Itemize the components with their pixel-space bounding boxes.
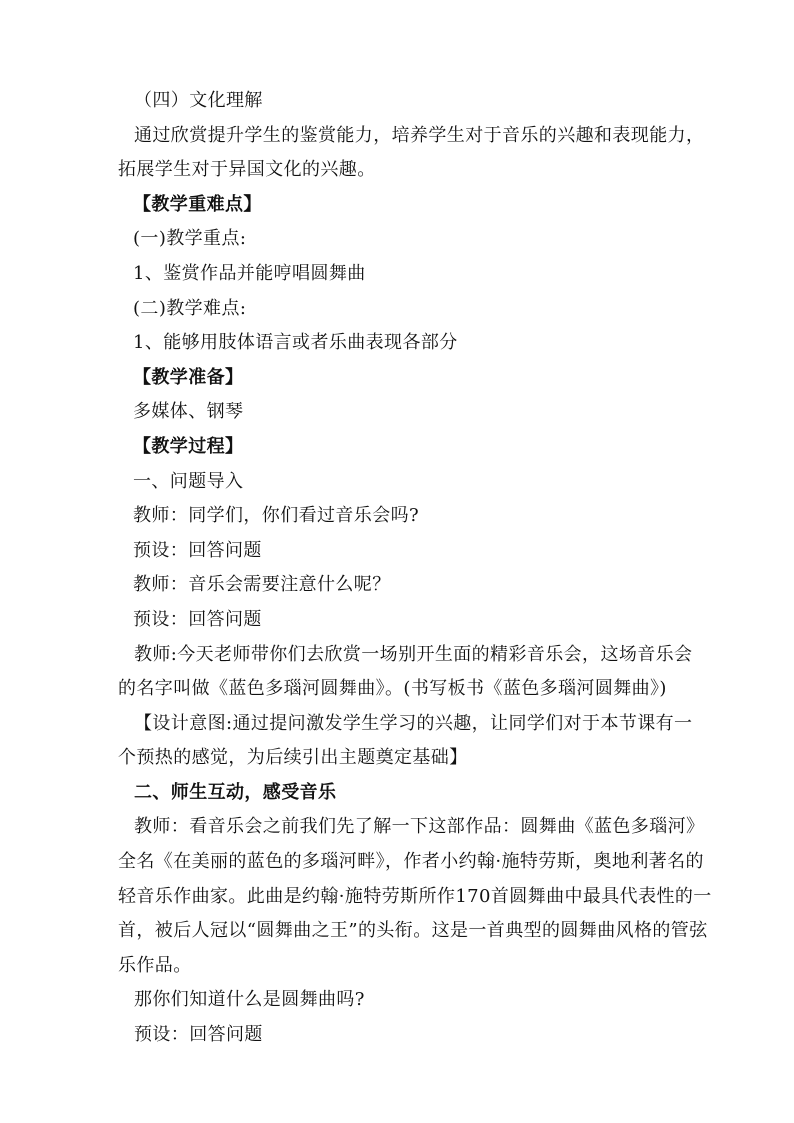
subheading-interaction: 二、师生互动，感受音乐: [134, 781, 337, 803]
paragraph-line: 轻音乐作曲家。此曲是约翰·施特劳斯所作170首圆舞曲中最具代表性的一: [118, 885, 712, 907]
paragraph-line: 乐作品。: [118, 954, 192, 976]
design-intent-line: 【设计意图:通过提问激发学生学习的兴趣，让同学们对于本节课有一: [134, 712, 693, 734]
paragraph-line: 通过欣赏提升学生的鉴赏能力，培养学生对于音乐的兴趣和表现能力，: [134, 124, 705, 146]
paragraph-line: 多媒体、钢琴: [133, 401, 244, 423]
list-item: 1、鉴赏作品并能哼唱圆舞曲: [133, 262, 366, 284]
dialogue-line: 那你们知道什么是圆舞曲吗?: [134, 989, 365, 1011]
paragraph-line: 首，被后人冠以“圆舞曲之王”的头衔。这是一首典型的圆舞曲风格的管弦: [118, 920, 708, 942]
subheading-intro: 一、问题导入: [133, 470, 244, 492]
paragraph-line: 全名《在美丽的蓝色的多瑙河畔》，作者小约翰·施特劳斯，奥地利著名的: [118, 851, 704, 873]
dialogue-line: 预设：回答问题: [133, 608, 262, 630]
subheading-focus: (一)教学重点:: [133, 228, 247, 250]
dialogue-line: 教师：同学们，你们看过音乐会吗?: [133, 505, 420, 527]
section-heading-preparation: 【教学准备】: [133, 366, 244, 388]
document-body: [118, 84, 722, 1053]
subheading-difficulty: (二)教学难点:: [133, 297, 247, 319]
design-intent-line: 个预热的感觉，为后续引出主题奠定基础】: [118, 747, 468, 769]
section-heading-process: 【教学过程】: [133, 435, 244, 457]
section-heading-culture: （四）文化理解: [134, 90, 263, 111]
paragraph-line: 拓展学生对于异国文化的兴趣。: [118, 159, 376, 181]
dialogue-line: 教师:今天老师带你们去欣赏一场别开生面的精彩音乐会，这场音乐会: [134, 643, 693, 665]
dialogue-line: 预设：回答问题: [133, 539, 262, 561]
dialogue-line: 教师：音乐会需要注意什么呢？: [133, 574, 391, 596]
paragraph-line: 教师：看音乐会之前我们先了解一下这部作品：圆舞曲《蓝色多瑙河》: [134, 816, 705, 838]
dialogue-line: 预设：回答问题: [134, 1024, 263, 1046]
list-item: 1、能够用肢体语言或者乐曲表现各部分: [133, 332, 458, 354]
section-heading-key-points: 【教学重难点】: [133, 193, 262, 215]
dialogue-line: 的名字叫做《蓝色多瑙河圆舞曲》。(书写板书《蓝色多瑙河圆舞曲》): [118, 678, 667, 700]
